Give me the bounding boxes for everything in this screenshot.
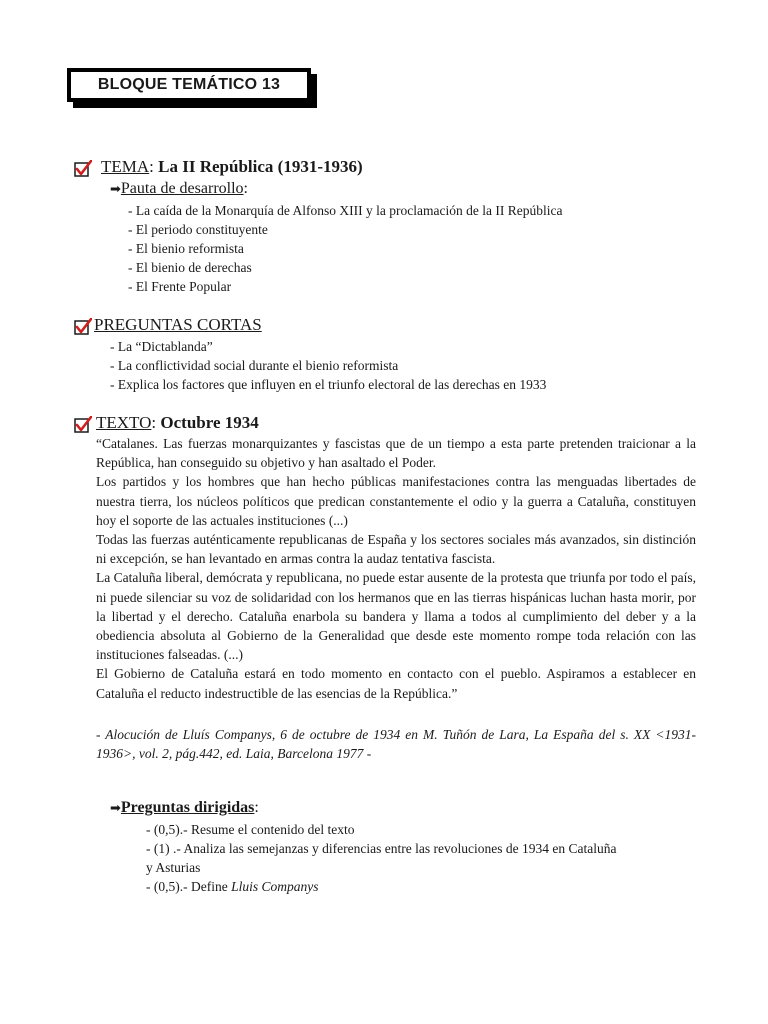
texto-paragraph: El Gobierno de Cataluña estará en todo momento en contacto con el pueblo. Aspiramos a establecer en Cataluña el reducto indestructible de las esencias de la República.” [96, 666, 696, 701]
texto-title: Octubre 1934 [160, 413, 259, 432]
question-item: - (0,5).- Resume el contenido del texto [146, 822, 355, 837]
pauta-label: Pauta de desarrollo [120, 180, 244, 197]
list-item: - El Frente Popular [128, 279, 232, 294]
question-item-continuation: y Asturias [146, 860, 201, 875]
preguntas-dirigidas-separator: : [254, 799, 259, 816]
texto-label: TEXTO [96, 413, 152, 432]
page-title: BLOQUE TEMÁTICO 13 [97, 76, 281, 93]
texto-paragraph: La Cataluña liberal, demócrata y republicana, no puede estar ausente de la protesta que triunfa por todo el país, ni puede silenciar su voz de solidaridad con los hermanos que en las tierras hispánicas luchan hasta morir, por la libertad y el derecho. Cataluña enarbola su bandera y llama a todos al cumplimiento del deber y a la obediencia absoluta al Gobierno de la Generalidad que desde este momento rompe toda relación con las instituciones falseadas. (...) [96, 570, 696, 663]
texto-citation: - Alocución de Lluís Companys, 6 de octubre de 1934 en M. Tuñón de Lara, La España del s. XX <1931-1936>, vol. 2, pág.442, ed. Laia, Barcelona 1977 - [96, 727, 696, 762]
checkbox-red-check-icon [74, 416, 92, 434]
right-arrow-icon: ➡ [110, 801, 121, 816]
preguntas-cortas-heading: PREGUNTAS CORTAS [94, 315, 262, 334]
list-item: - El bienio reformista [128, 241, 244, 256]
list-item: - La conflictividad social durante el bienio reformista [110, 358, 399, 373]
tema-separator: : [149, 157, 154, 176]
texto-paragraph: “Catalanes. Las fuerzas monarquizantes y fascistas que de un tiempo a esta parte pretenden traicionar a la República, han conseguido su objetivo y han asaltado el Poder. [96, 436, 696, 471]
pauta-separator: : [243, 180, 248, 197]
right-arrow-icon: ➡ [110, 182, 121, 197]
list-item: - El periodo constituyente [128, 222, 268, 237]
list-item: - El bienio de derechas [128, 260, 252, 275]
texto-separator: : [151, 413, 157, 432]
preguntas-dirigidas-heading [110, 799, 259, 817]
tema-title: La II República (1931-1936) [158, 157, 363, 176]
texto-heading [96, 413, 259, 433]
texto-body [96, 434, 696, 703]
texto-paragraph: Todas las fuerzas auténticamente republicanas de España y los sectores sociales más avanzados, sin distinción ni excepción, se han levantado en armas contra la audaz tentativa fascista. [96, 532, 696, 567]
question-prefix: - (0,5).- Define [146, 879, 232, 894]
checkbox-red-check-icon [74, 318, 92, 336]
header-box [67, 68, 311, 102]
tema-heading [101, 157, 363, 177]
question-item: - (1) .- Analiza las semejanzas y diferencias entre las revoluciones de 1934 en Cataluña [146, 841, 617, 856]
checkbox-red-check-icon [74, 160, 92, 178]
list-item: - Explica los factores que influyen en el triunfo electoral de las derechas en 1933 [110, 377, 547, 392]
preguntas-dirigidas-label: Preguntas dirigidas [120, 799, 255, 816]
list-item: - La “Dictablanda” [110, 339, 213, 354]
question-name: Lluis Companys [231, 879, 319, 894]
tema-label: TEMA [101, 157, 150, 176]
texto-paragraph: Los partidos y los hombres que han hecho públicas manifestaciones contra las menguadas libertades de nuestra tierra, los núcleos políticos que predican constantemente el odio y la guerra a Cataluña, constituyen hoy el soporte de las actuales instituciones (...) [96, 474, 696, 528]
pauta-heading [110, 180, 248, 198]
list-item: - La caída de la Monarquía de Alfonso XIII y la proclamación de la II República [128, 203, 563, 218]
question-item [146, 877, 318, 896]
